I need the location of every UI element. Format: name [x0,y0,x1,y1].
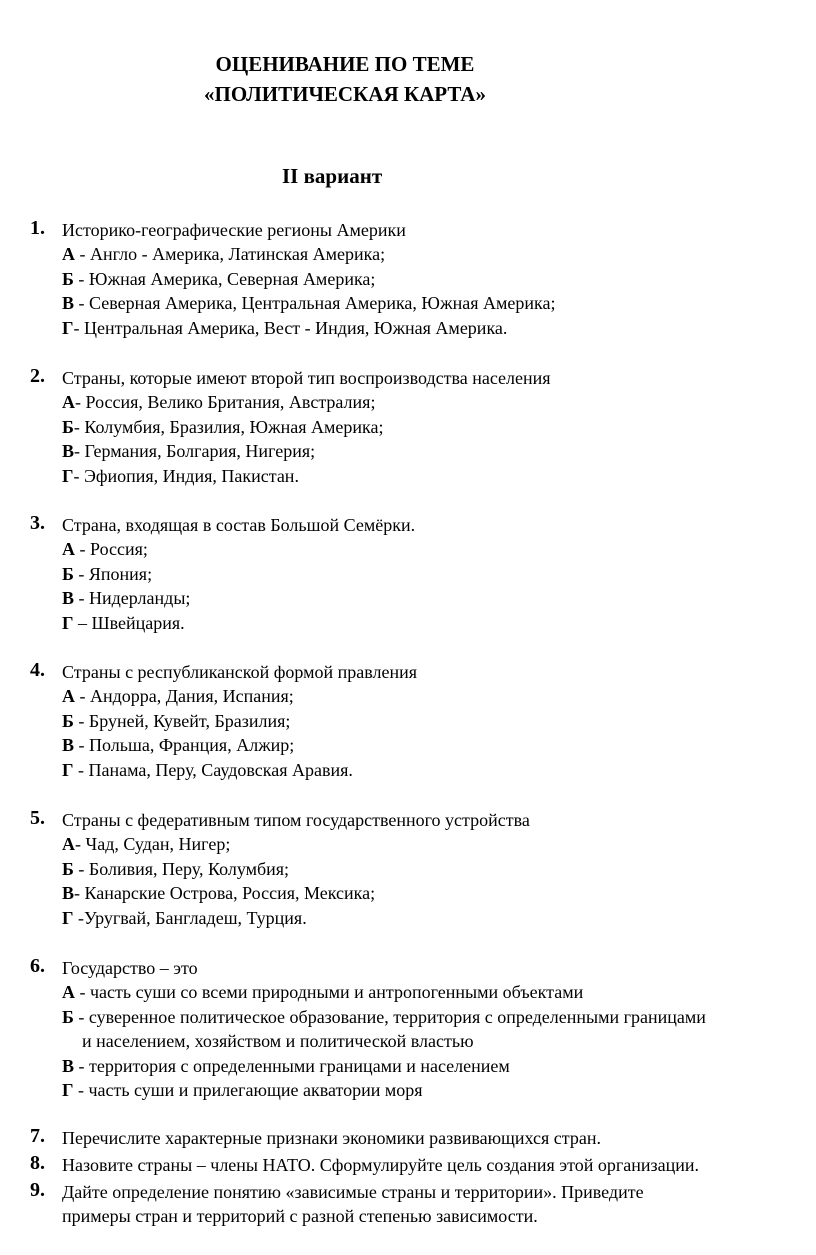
option-a: А- Россия, Велико Британия, Австралия; [62,392,376,412]
question-text: Страны, которые имеют второй тип воспроизводства населения [62,368,551,388]
option-g: Г- Центральная Америка, Вест - Индия, Южная Америка. [62,317,508,338]
task-text: Дайте определение понятию «зависимые страны и территории». Приведите [62,1182,644,1202]
option-a: А - Андорра, Дания, Испания; [62,686,294,706]
option-g: Г - часть суши и прилегающие акватории моря [62,1080,423,1100]
question-number: 1. [30,217,45,239]
option-b: Б - Боливия, Перу, Колумбия; [62,858,290,879]
option-v: В - территория с определенными границами и населением [62,1055,510,1076]
option-v: В - Северная Америка, Центральная Америка, Южная Америка; [62,293,556,313]
option-v: В- Германия, Болгария, Нигерия; [62,441,316,461]
title-line-2: «ПОЛИТИЧЕСКАЯ КАРТА» [204,82,486,106]
question-text: Государство – это [62,958,198,978]
option-v: В- Канарские Острова, Россия, Мексика; [62,883,376,903]
question-number: 6. [30,955,45,977]
question-6 [30,956,816,1103]
option-b: Б- Колумбия, Бразилия, Южная Америка; [62,416,384,437]
option-b: Б - Япония; [62,563,153,584]
question-number: 5. [30,807,45,829]
option-g: Г - Панама, Перу, Саудовская Аравия. [62,759,353,780]
option-g: Г- Эфиопия, Индия, Пакистан. [62,465,299,486]
question-text: Страны с республиканской формой правления [62,662,418,682]
option-v: В - Нидерланды; [62,588,191,608]
option-b: Б - суверенное политическое образование, территория с определенными границами [62,1006,706,1027]
question-2 [30,366,816,488]
variant-label: II вариант [282,164,383,188]
task-text: Перечислите характерные признаки экономики развивающихся стран. [62,1128,601,1148]
title-line-1: ОЦЕНИВАНИЕ ПО ТЕМЕ [215,52,475,76]
task-7 [30,1126,816,1150]
question-5 [30,808,816,930]
option-b: Б - Южная Америка, Северная Америка; [62,268,376,289]
option-a: А - часть суши со всеми природными и антропогенными объектами [62,982,584,1002]
task-number: 9. [30,1179,45,1201]
task-9 [30,1180,816,1228]
option-a: А - Англо - Америка, Латинская Америка; [62,244,386,264]
question-text: Историко-географические регионы Америки [62,220,406,240]
task-number: 7. [30,1125,45,1147]
option-b-continuation: и населением, хозяйством и политической властью [82,1031,474,1051]
question-text: Страны с федеративным типом государственного устройства [62,810,530,830]
question-number: 3. [30,512,45,534]
question-4 [30,660,816,782]
option-b: Б - Бруней, Кувейт, Бразилия; [62,710,291,731]
task-text: Назовите страны – члены НАТО. Сформулируйте цель создания этой организации. [62,1155,699,1175]
option-v: В - Польша, Франция, Алжир; [62,735,295,755]
option-g: Г -Уругвай, Бангладеш, Турция. [62,907,307,928]
option-a: А- Чад, Судан, Нигер; [62,834,231,854]
question-number: 2. [30,365,45,387]
task-text-continuation: примеры стран и территорий с разной степенью зависимости. [62,1206,538,1226]
task-number: 8. [30,1152,45,1174]
task-8 [30,1153,816,1177]
question-number: 4. [30,659,45,681]
option-g: Г – Швейцария. [62,612,185,633]
question-text: Страна, входящая в состав Большой Семёрки. [62,515,416,535]
question-1 [30,218,816,340]
option-a: А - Россия; [62,539,148,559]
question-3 [30,513,816,635]
